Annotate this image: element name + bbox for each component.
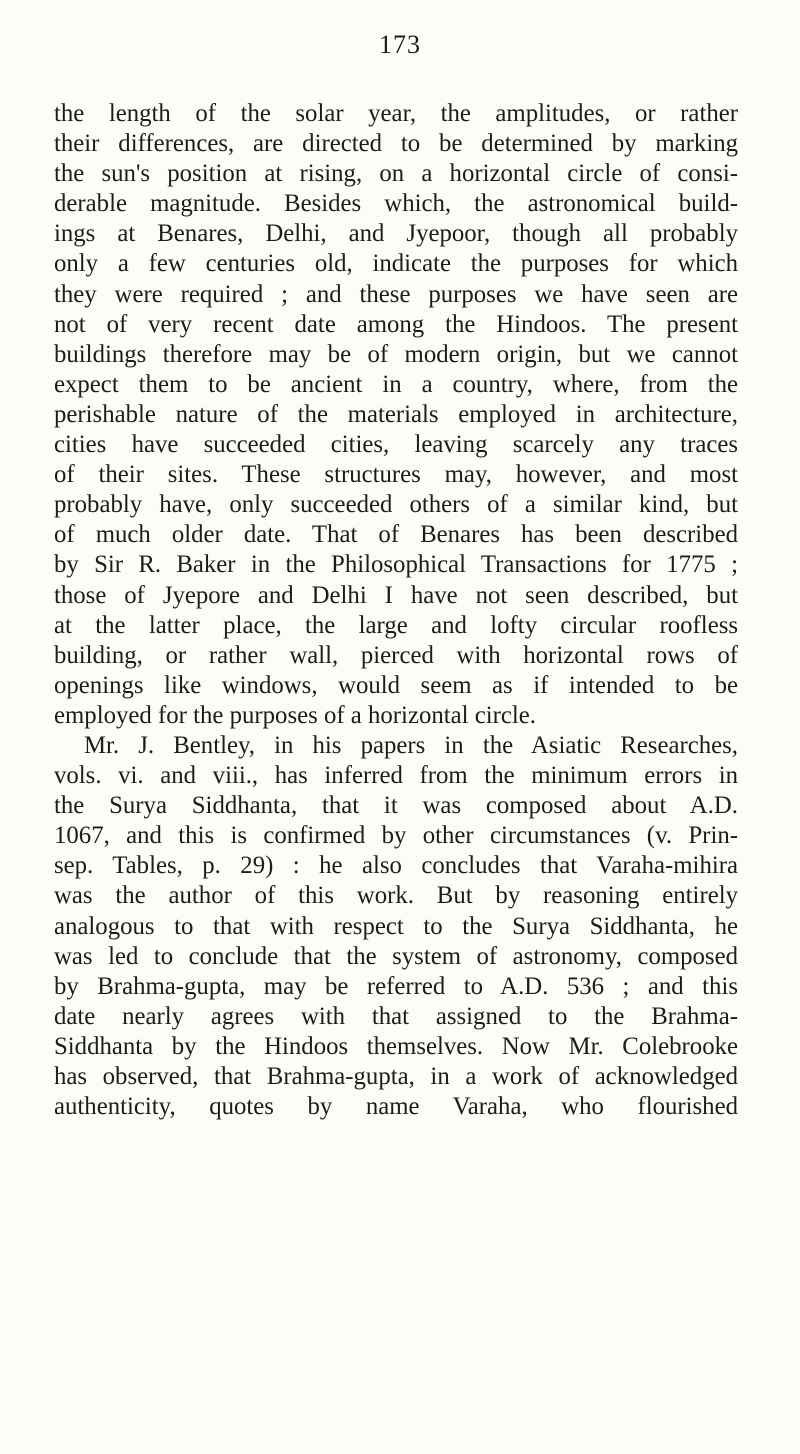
text-line: at the latter place, the large and lofty circular roofless: [54, 611, 738, 639]
text-line: vols. vi. and viii., has inferred from the minimum errors in: [54, 762, 738, 790]
text-line: by Brahma-gupta, may be referred to A.D. 536 ; and this: [54, 972, 738, 1000]
text-line: Siddhanta by the Hindoos themselves. Now Mr. Colebrooke: [54, 1032, 738, 1060]
text-line: openings like windows, would seem as if intended to be: [54, 671, 738, 699]
text-line: not of very recent date among the Hindoos. The present: [54, 310, 738, 338]
text-line: has observed, that Brahma-gupta, in a work of acknowledged: [54, 1063, 738, 1090]
text-line: sep. Tables, p. 29) : he also concludes that Varaha-mihira: [54, 852, 738, 880]
text-line: of their sites. These structures may, however, and most: [54, 461, 738, 489]
text-line: analogous to that with respect to the Surya Siddhanta, he: [54, 912, 738, 940]
text-line: expect them to be ancient in a country, where, from the: [54, 370, 738, 398]
text-line: 1067, and this is confirmed by other circumstances (v. Prin-: [54, 822, 738, 850]
text-line: buildings therefore may be of modern origin, but we cannot: [54, 340, 738, 368]
page-number: 173: [379, 30, 421, 59]
text-line: they were required ; and these purposes we have seen are: [54, 280, 738, 308]
text-line: only a few centuries old, indicate the purposes for which: [54, 250, 738, 278]
text-line: probably have, only succeeded others of a similar kind, but: [54, 491, 738, 519]
text-line: was the author of this work. But by reasoning entirely: [54, 882, 738, 910]
text-line: authenticity, quotes by name Varaha, who flourished: [54, 1093, 738, 1121]
text-line: cities have succeeded cities, leaving scarcely any traces: [54, 431, 738, 459]
text-line: ings at Benares, Delhi, and Jyepoor, though all probably: [54, 220, 738, 248]
text-line: employed for the purposes of a horizontal circle.: [54, 701, 536, 729]
text-line: was led to conclude that the system of astronomy, composed: [54, 942, 738, 970]
text-line: Mr. J. Bentley, in his papers in the Asiatic Researches,: [84, 731, 738, 759]
text-line: building, or rather wall, pierced with horizontal rows of: [54, 641, 738, 669]
text-line: the sun's position at rising, on a horizontal circle of consi-: [54, 160, 738, 188]
text-line: those of Jyepore and Delhi I have not seen described, but: [54, 581, 738, 609]
text-line: perishable nature of the materials employed in architecture,: [54, 400, 738, 428]
text-line: by Sir R. Baker in the Philosophical Transactions for 1775 ;: [54, 551, 738, 579]
text-line: date nearly agrees with that assigned to the Brahma-: [54, 1002, 738, 1030]
text-line: the Surya Siddhanta, that it was composed about A.D.: [54, 792, 738, 820]
text-line: of much older date. That of Benares has been described: [54, 521, 738, 549]
text-line: the length of the solar year, the amplitudes, or rather: [54, 100, 738, 127]
text-line: their differences, are directed to be determined by marking: [54, 130, 738, 158]
text-line: derable magnitude. Besides which, the astronomical build-: [54, 190, 738, 218]
body-text: [54, 99, 738, 1122]
